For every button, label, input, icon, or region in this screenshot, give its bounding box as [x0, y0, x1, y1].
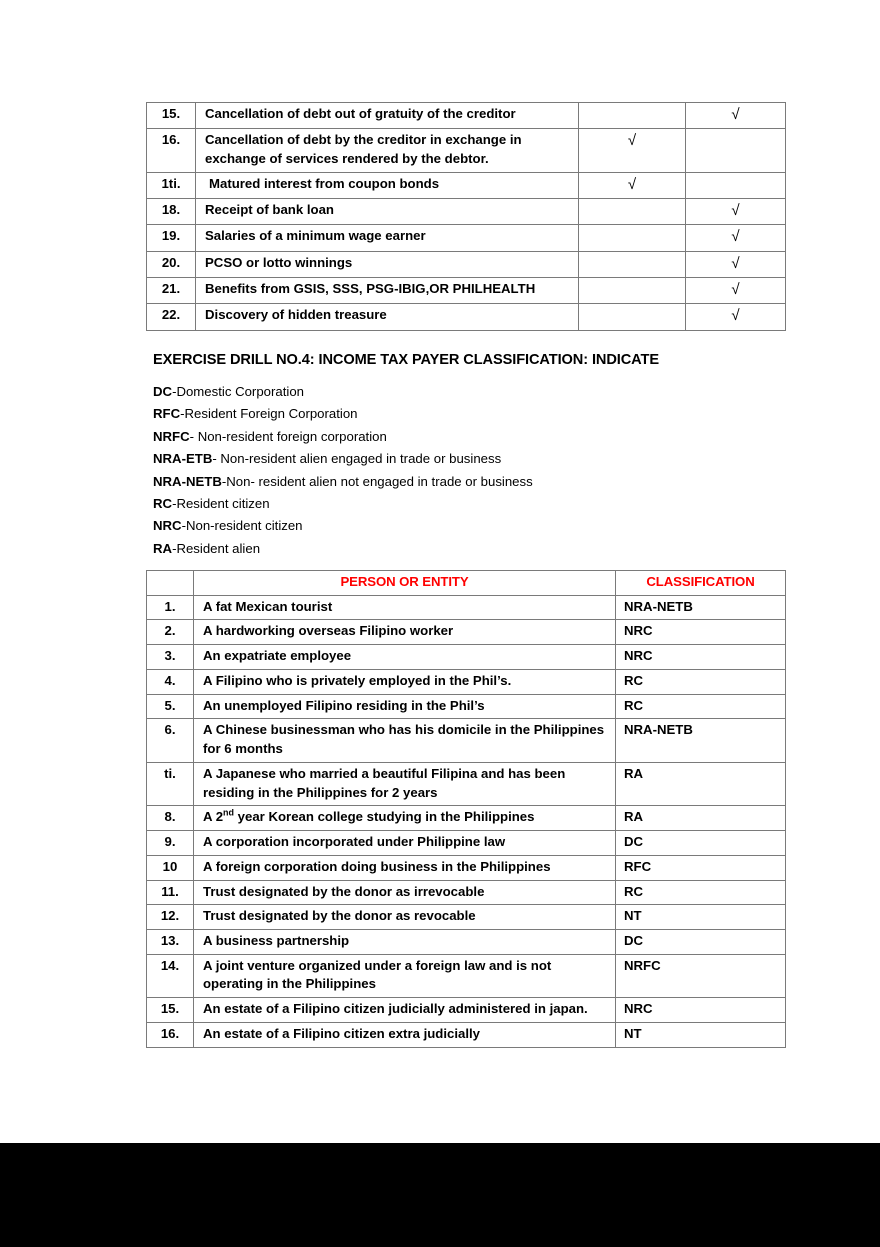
abbreviation-definitions-list	[153, 381, 753, 560]
table-row	[147, 620, 786, 645]
income-item-description: Matured interest from coupon bonds	[196, 172, 579, 198]
person-or-entity-description: A foreign corporation doing business in the Philippines	[194, 855, 616, 880]
person-or-entity-description: An estate of a Filipino citizen judicially administered in japan.	[194, 998, 616, 1023]
taxable-checkmark-cell	[579, 251, 686, 277]
classification-answer: RFC	[616, 855, 786, 880]
definition-abbreviation: NRFC	[153, 428, 190, 444]
exempt-checkmark-cell: √	[686, 304, 786, 330]
classification-answer: DC	[616, 831, 786, 856]
taxable-checkmark-cell	[579, 103, 686, 129]
table-row	[147, 103, 786, 129]
table-header-row	[147, 571, 786, 596]
definition-expansion: -Non-resident citizen	[181, 518, 303, 534]
person-or-entity-description: A 2nd year Korean college studying in the Philippines	[194, 806, 616, 831]
classification-answer: RC	[616, 880, 786, 905]
classification-answer: DC	[616, 930, 786, 955]
classification-answer: NRC	[616, 645, 786, 670]
definition-line	[153, 493, 753, 515]
definition-expansion: - Non-resident foreign corporation	[189, 428, 387, 444]
person-or-entity-description: An expatriate employee	[194, 645, 616, 670]
row-number: 8.	[147, 806, 194, 831]
table-row	[147, 954, 786, 997]
table-row	[147, 831, 786, 856]
person-entity-classification-table	[146, 570, 786, 1048]
row-number: 10	[147, 855, 194, 880]
income-item-description: Discovery of hidden treasure	[196, 304, 579, 330]
table-row	[147, 277, 786, 303]
definition-expansion: -Resident Foreign Corporation	[180, 406, 358, 422]
person-or-entity-description: A fat Mexican tourist	[194, 595, 616, 620]
classification-answer: NRA-NETB	[616, 719, 786, 762]
table-row	[147, 880, 786, 905]
table-row	[147, 199, 786, 225]
row-number: 14.	[147, 954, 194, 997]
exempt-checkmark-cell	[686, 172, 786, 198]
row-number: 13.	[147, 930, 194, 955]
definition-abbreviation: RFC	[153, 406, 181, 422]
person-or-entity-description: A hardworking overseas Filipino worker	[194, 620, 616, 645]
definition-abbreviation: NRA-ETB	[153, 451, 213, 467]
row-number: 21.	[147, 277, 196, 303]
classification-answer: NRA-NETB	[616, 595, 786, 620]
table-row	[147, 129, 786, 172]
row-number: 11.	[147, 880, 194, 905]
table-row	[147, 595, 786, 620]
table-row	[147, 645, 786, 670]
income-item-description: Receipt of bank loan	[196, 199, 579, 225]
table-row	[147, 806, 786, 831]
row-number: 1ti.	[147, 172, 196, 198]
definition-abbreviation: DC	[153, 384, 173, 399]
income-item-description: Benefits from GSIS, SSS, PSG-IBIG,OR PHILHEALTH	[196, 277, 579, 303]
classification-answer: RA	[616, 806, 786, 831]
definition-expansion: - Non-resident alien engaged in trade or business	[212, 451, 502, 467]
taxable-checkmark-cell	[579, 199, 686, 225]
person-or-entity-description: A Japanese who married a beautiful Filipina and has been residing in the Philippines for 2 years	[194, 762, 616, 805]
taxable-checkmark-cell	[579, 225, 686, 251]
header-classification: CLASSIFICATION	[616, 571, 786, 596]
classification-answer: RA	[616, 762, 786, 805]
taxable-checkmark-cell	[579, 277, 686, 303]
row-number: 4.	[147, 669, 194, 694]
table-row	[147, 304, 786, 330]
table-row	[147, 998, 786, 1023]
person-or-entity-description: Trust designated by the donor as revocable	[194, 905, 616, 930]
income-item-description: Cancellation of debt by the creditor in exchange in exchange of services rendered by the debtor.	[196, 129, 579, 172]
classification-answer: NT	[616, 905, 786, 930]
definition-abbreviation: NRA-NETB	[153, 473, 222, 489]
exempt-checkmark-cell: √	[686, 199, 786, 225]
row-number: 16.	[147, 1022, 194, 1047]
table-row	[147, 905, 786, 930]
ordinal-superscript: nd	[223, 807, 235, 818]
definition-abbreviation: NRC	[153, 518, 182, 534]
row-number: 1.	[147, 595, 194, 620]
person-or-entity-description: A Filipino who is privately employed in the Phil’s.	[194, 669, 616, 694]
table-row	[147, 669, 786, 694]
table-row	[147, 251, 786, 277]
exempt-checkmark-cell: √	[686, 103, 786, 129]
person-or-entity-description: An estate of a Filipino citizen extra judicially	[194, 1022, 616, 1047]
income-item-description: PCSO or lotto winnings	[196, 251, 579, 277]
taxable-checkmark-cell: √	[579, 129, 686, 172]
exercise-heading: EXERCISE DRILL NO.4: INCOME TAX PAYER CLASSIFICATION: INDICATE	[153, 352, 659, 368]
row-number: 20.	[147, 251, 196, 277]
person-or-entity-description: A corporation incorporated under Philippine law	[194, 831, 616, 856]
person-or-entity-description: A Chinese businessman who has his domicile in the Philippines for 6 months	[194, 719, 616, 762]
row-number: 18.	[147, 199, 196, 225]
row-number: 19.	[147, 225, 196, 251]
row-number: 6.	[147, 719, 194, 762]
row-number: ti.	[147, 762, 194, 805]
classification-answer: RC	[616, 669, 786, 694]
definition-line	[153, 515, 753, 537]
exempt-checkmark-cell: √	[686, 251, 786, 277]
definition-abbreviation: RC	[153, 496, 173, 512]
definition-line	[153, 538, 753, 560]
row-number: 2.	[147, 620, 194, 645]
row-number: 22.	[147, 304, 196, 330]
row-number: 15.	[147, 103, 196, 129]
person-or-entity-description: A business partnership	[194, 930, 616, 955]
table-row	[147, 762, 786, 805]
table-row	[147, 855, 786, 880]
income-item-description: Cancellation of debt out of gratuity of the creditor	[196, 103, 579, 129]
definition-line	[153, 426, 753, 448]
exempt-checkmark-cell: √	[686, 277, 786, 303]
taxable-checkmark-cell	[579, 304, 686, 330]
classification-answer: NRC	[616, 998, 786, 1023]
classification-answer: NT	[616, 1022, 786, 1047]
page-footer-black-bar	[0, 1143, 880, 1247]
row-number: 9.	[147, 831, 194, 856]
taxable-checkmark-cell: √	[579, 172, 686, 198]
table-row	[147, 694, 786, 719]
definition-expansion: -Resident alien	[172, 540, 261, 556]
exempt-checkmark-cell	[686, 129, 786, 172]
definition-line	[153, 403, 753, 425]
definition-line	[153, 471, 753, 493]
table-row	[147, 1022, 786, 1047]
person-or-entity-description: Trust designated by the donor as irrevocable	[194, 880, 616, 905]
header-person-or-entity: PERSON OR ENTITY	[194, 571, 616, 596]
definition-line	[153, 448, 753, 470]
row-number: 3.	[147, 645, 194, 670]
definition-abbreviation: RA	[153, 540, 173, 556]
table-row	[147, 719, 786, 762]
definition-expansion: -Domestic Corporation	[172, 384, 304, 399]
classification-answer: RC	[616, 694, 786, 719]
income-item-description: Salaries of a minimum wage earner	[196, 225, 579, 251]
classification-answer: NRC	[616, 620, 786, 645]
row-number: 12.	[147, 905, 194, 930]
classification-answer: NRFC	[616, 954, 786, 997]
exempt-checkmark-cell: √	[686, 225, 786, 251]
definition-expansion: -Non- resident alien not engaged in trade or business	[221, 473, 533, 489]
row-number: 15.	[147, 998, 194, 1023]
definition-line	[153, 381, 753, 403]
person-or-entity-description: A joint venture organized under a foreign law and is not operating in the Philippines	[194, 954, 616, 997]
row-number: 16.	[147, 129, 196, 172]
table-row	[147, 172, 786, 198]
definition-expansion: -Resident citizen	[172, 496, 270, 512]
person-or-entity-description: An unemployed Filipino residing in the Phil’s	[194, 694, 616, 719]
row-number: 5.	[147, 694, 194, 719]
income-classification-table	[146, 102, 786, 331]
table-row	[147, 225, 786, 251]
header-blank	[147, 571, 194, 596]
table-row	[147, 930, 786, 955]
